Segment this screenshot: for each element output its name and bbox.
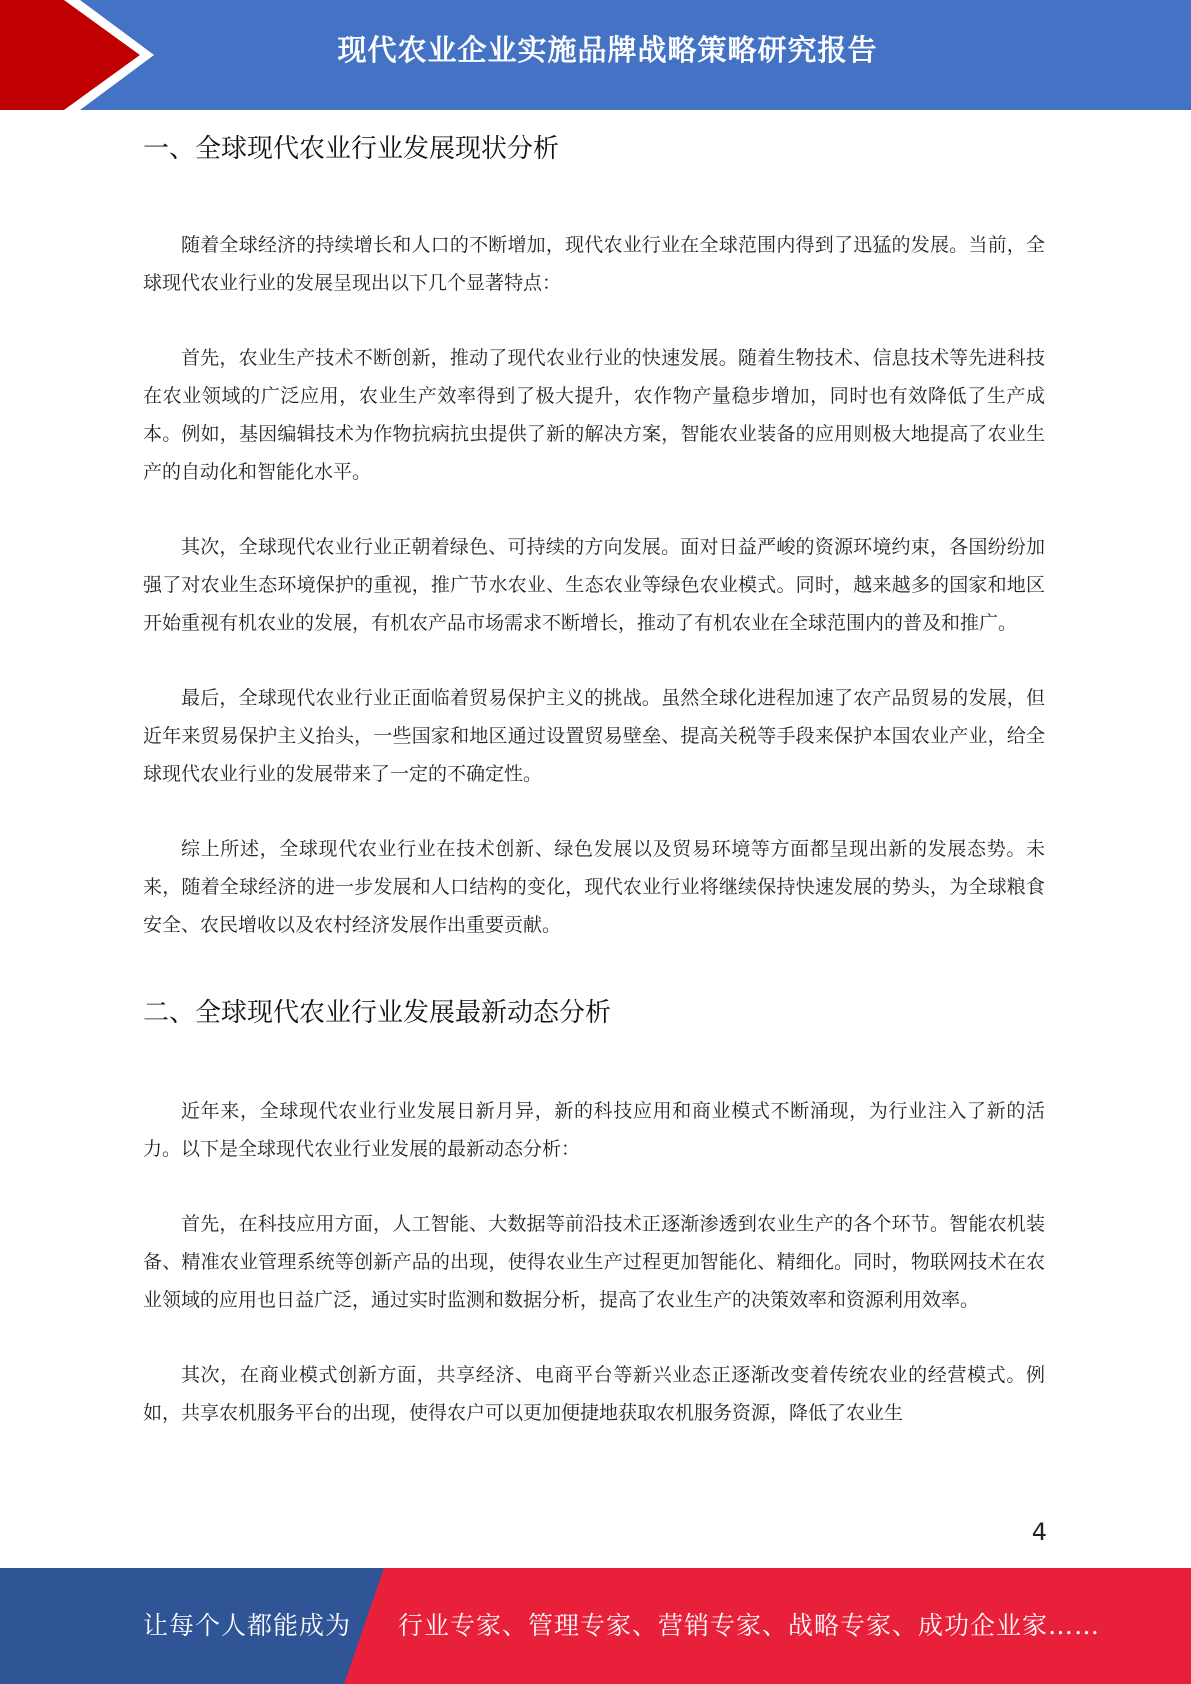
paragraph: 其次，全球现代农业行业正朝着绿色、可持续的方向发展。面对日益严峻的资源环境约束，各国纷纷加强了对农业生态环境保护的重视，推广节水农业、生态农业等绿色农业模式。同时，越来越多的国家和地区开始重视有机农业的发展，有机农产品市场需求不断增长，推动了有机农业在全球范围内的普及和推广。 xyxy=(143,536,1045,634)
report-title: 现代农业企业实施品牌战略策略研究报告 xyxy=(337,33,878,67)
document-body xyxy=(143,128,1045,1469)
paragraph: 首先，在科技应用方面，人工智能、大数据等前沿技术正逐渐渗透到农业生产的各个环节。智能农机装备、精准农业管理系统等创新产品的出现，使得农业生产过程更加智能化、精细化。同时，物联网技术在农业领域的应用也日益广泛，通过实时监测和数据分析，提高了农业生产的决策效率和资源利用效率。 xyxy=(143,1213,1045,1311)
page-number: 4 xyxy=(1031,1518,1047,1546)
page-header xyxy=(0,0,1191,110)
paragraph: 近年来，全球现代农业行业发展日新月异，新的科技应用和商业模式不断涌现，为行业注入了新的活力。以下是全球现代农业行业发展的最新动态分析： xyxy=(143,1100,1045,1160)
footer-slogan-left: 让每个人都能成为 xyxy=(143,1611,352,1640)
section-heading: 一、全球现代农业行业发展现状分析 xyxy=(143,134,560,164)
paragraph: 首先，农业生产技术不断创新，推动了现代农业行业的快速发展。随着生物技术、信息技术等先进科技在农业领域的广泛应用，农业生产效率得到了极大提升，农作物产量稳步增加，同时也有效降低了生产成本。例如，基因编辑技术为作物抗病抗虫提供了新的解决方案，智能农业装备的应用则极大地提高了农业生产的自动化和智能化水平。 xyxy=(143,347,1045,483)
paragraph: 最后，全球现代农业行业正面临着贸易保护主义的挑战。虽然全球化进程加速了农产品贸易的发展，但近年来贸易保护主义抬头，一些国家和地区通过设置贸易壁垒、提高关税等手段来保护本国农业产业，给全球现代农业行业的发展带来了一定的不确定性。 xyxy=(143,687,1045,785)
footer-slogan-right: 行业专家、管理专家、营销专家、战略专家、成功企业家…… xyxy=(398,1611,1101,1640)
paragraph: 其次，在商业模式创新方面，共享经济、电商平台等新兴业态正逐渐改变着传统农业的经营模式。例如，共享农机服务平台的出现，使得农户可以更加便捷地获取农机服务资源，降低了农业生 xyxy=(143,1364,1045,1424)
paragraph: 随着全球经济的持续增长和人口的不断增加，现代农业行业在全球范围内得到了迅猛的发展。当前，全球现代农业行业的发展呈现出以下几个显著特点： xyxy=(143,234,1045,294)
section-heading: 二、全球现代农业行业发展最新动态分析 xyxy=(143,998,612,1028)
page-footer xyxy=(0,1568,1191,1684)
paragraph: 综上所述，全球现代农业行业在技术创新、绿色发展以及贸易环境等方面都呈现出新的发展态势。未来，随着全球经济的进一步发展和人口结构的变化，现代农业行业将继续保持快速发展的势头，为全球粮食安全、农民增收以及农村经济发展作出重要贡献。 xyxy=(143,838,1045,936)
